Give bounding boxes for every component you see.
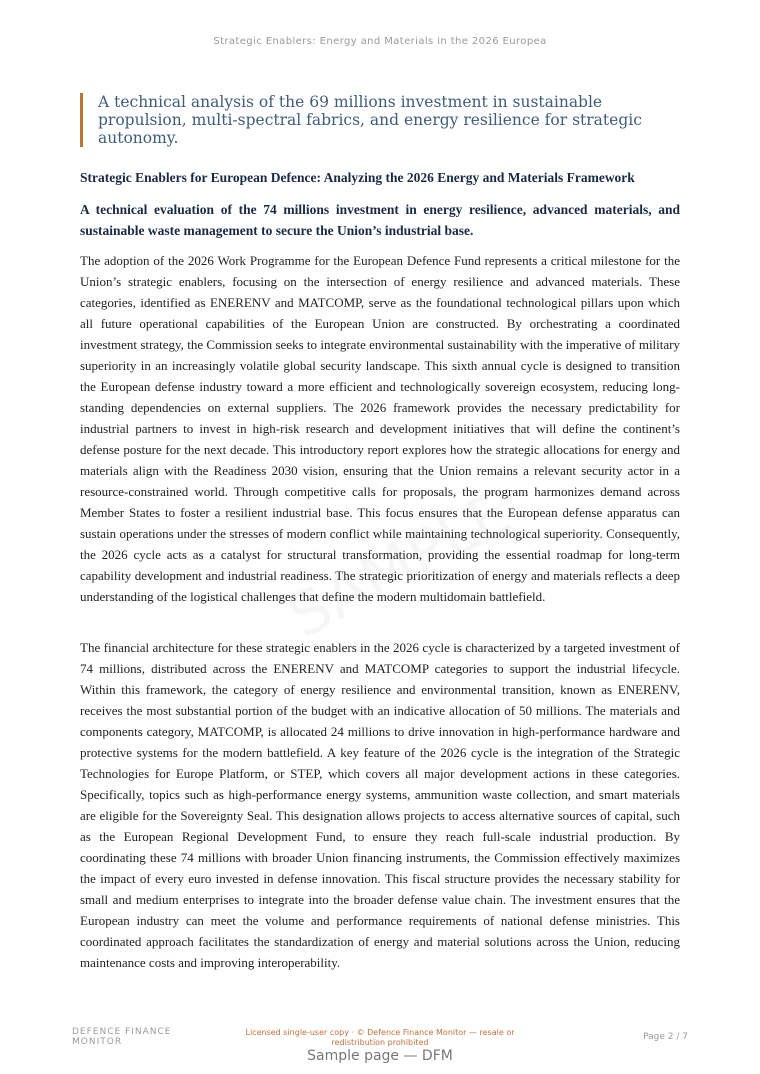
sample-page-label: Sample page — DFM — [307, 1048, 453, 1064]
article-heading: Strategic Enablers for European Defence: Analyzing the 2026 Energy and Materials Framework — [80, 170, 635, 185]
article-subheading: A technical evaluation of the 74 millions investment in energy resilience, advanced materials, and sustainable waste management to secure the Union’s industrial base. — [80, 202, 680, 238]
footer-brand: DEFENCE FINANCE MONITOR — [72, 1027, 172, 1047]
footer-license-notice: Licensed single-user copy · © Defence Finance Monitor — resale or redistribution prohibited — [245, 1028, 515, 1047]
body-paragraph: The financial architecture for these strategic enablers in the 2026 cycle is characterized by a targeted investment of 74 millions, distributed across the ENERENV and MATCOMP categories to support the industrial lifecycle. Within this framework, the category of energy resilience and environmental transition, known as ENERENV, receives the most substantial portion of the budget with an indicative allocation of 50 millions. The materials and components category, MATCOMP, is allocated 24 millions to drive innovation in high-performance hardware and protective systems for the modern battlefield. A key feature of the 2026 cycle is the integration of the Strategic Technologies for Europe Platform, or STEP, which covers all major development actions in these categories. Specifically, topics such as high-performance energy systems, ammunition waste collection, and smart materials are eligible for the Sovereignty Seal. This designation allows projects to access alternative sources of capital, such as the European Regional Development Fund, to ensure they reach full-scale industrial production. By coordinating these 74 millions with broader Union financing instruments, the Commission effectively maximizes the impact of every euro invested in defense innovation. This fiscal structure provides the necessary stability for small and medium enterprises to integrate into the broader defense value chain. The investment ensures that the European industry can meet the volume and performance requirements of national defense ministries. This coordinated approach facilitates the standardization of energy and material solutions across the Union, reducing maintenance costs and improving interoperability. — [80, 640, 680, 970]
page-number: Page 2 / 7 — [643, 1032, 688, 1042]
running-head: Strategic Enablers: Energy and Materials in the 2026 Europea — [213, 36, 547, 47]
pullquote: A technical analysis of the 69 millions investment in sustainable propulsion, multi-spectral fabrics, and energy resilience for strategic autonomy. — [80, 93, 658, 147]
body-paragraph: The adoption of the 2026 Work Programme for the European Defence Fund represents a critical milestone for the Union’s strategic enablers, focusing on the intersection of energy resilience and advanced materials. These categories, identified as ENERENV and MATCOMP, serve as the foundational technological pillars upon which all future operational capabilities of the European Union are constructed. By orchestrating a coordinated investment strategy, the Commission seeks to integrate environmental sustainability with the imperative of military superiority in an increasingly volatile global security landscape. This sixth annual cycle is designed to transition the European defense industry toward a more efficient and technologically sovereign ecosystem, reducing long-standing dependencies on external suppliers. The 2026 framework provides the necessary predictability for industrial partners to invest in high-risk research and development initiatives that will define the continent’s defense posture for the next decade. This introductory report explores how the strategic allocations for energy and materials align with the Readiness 2030 vision, ensuring that the Union remains a relevant security actor in a resource-constrained world. Through competitive calls for proposals, the program harmonizes demand across Member States to foster a resilient industrial base. This focus ensures that the European defense apparatus can sustain operations under the stresses of modern conflict while maintaining technological superiority. Consequently, the 2026 cycle acts as a catalyst for structural transformation, providing the essential roadmap for long-term capability development and industrial readiness. The strategic prioritization of energy and materials reflects a deep understanding of the logistical challenges that define the modern multidomain battlefield. — [80, 253, 680, 604]
